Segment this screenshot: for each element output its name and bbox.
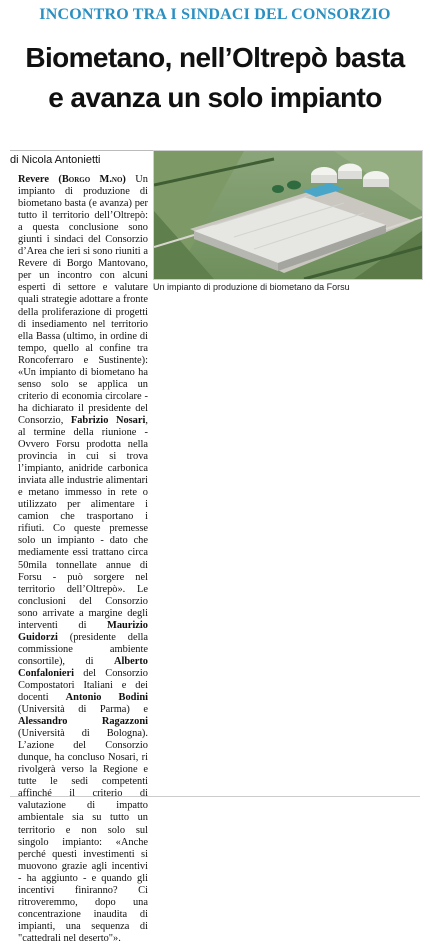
person-name: Alessandro Ragazzoni bbox=[18, 716, 148, 728]
article-text-4: del Consorzio Compostatori Italiani e dei docenti bbox=[18, 667, 148, 704]
person-name: Alberto Confalonieri bbox=[18, 655, 148, 679]
biomethane-plant-illustration bbox=[154, 151, 422, 279]
article-text-1: Un impianto di produzione di biometano basta (e avanza) per tutto il territorio dell’Oltrepò: a questa conclusione sono giunti i sindaci del Consorzio d’Area che ieri si sono riuniti a Revere di Borgo Mantovano, per un incontro con alcuni esperti di settore e valutare quali strategie adottare a fronte della proliferazione di progetti di insediamento nel territorio ella Bassa (ultimo, in ordine di tempo, quello al confine tra Roncoferraro e Sustinente): «Un impianto di biometano ha senso solo se applica un criterio di economia circolare - ha dichiarato il presidente del Consorzio, bbox=[18, 174, 148, 426]
dateline-paren: (Borgo M.no) bbox=[58, 174, 126, 185]
headline-line-1: Biometano, nell’Oltrepò basta bbox=[25, 42, 405, 73]
photo-caption: Un impianto di produzione di biometano da Forsu bbox=[153, 282, 350, 292]
plant-photo bbox=[153, 150, 423, 280]
article-text-2: , al termine della riunione - Ovvero Forsu prodotta nella provincia in cui si trova l’impianto, anidride carbonica inviata alle industrie alimentari e metano immesso in rete o utilizzato per alimentare i camion che trasportano i rifiuti. Co queste premesse solo un impianto - dato che mediamente essi trattano circa 50mila tonnellate annue di Forsu - può sorgere nel territorio dell’Oltrepò». Le conclusioni del Consorzio sono arrivate a margine degli interventi di bbox=[18, 414, 148, 631]
bottom-divider bbox=[10, 796, 420, 797]
person-name: Fabrizio Nosari bbox=[70, 414, 146, 426]
person-name: Antonio Bodini bbox=[65, 692, 149, 704]
dateline bbox=[18, 174, 126, 185]
headline bbox=[8, 38, 422, 118]
byline: di Nicola Antonietti bbox=[10, 154, 101, 166]
article-text-6: (Università di Bologna). L’azione del Consorzio dunque, ha concluso Nosari, ri rivolgerà verso la Regione e tutte le sedi competenti affinché il criterio di valutazione di impatto ambientale sia su tutto un territorio e non solo sul singolo impianto: «Anche perché questi investimenti si muovono grazie agli incentivi - ha aggiunto - e quando gli incentivi finiranno? Ci ritroveremmo, dopo una concentrazione inaudita di impianti, una sequenza di "cattedrali nel deserto"». bbox=[18, 728, 148, 944]
article-paragraph bbox=[18, 174, 148, 945]
article-text-3: (presidente della commissione ambiente consortile), di bbox=[18, 631, 148, 667]
article-text-5: (Università di Parma) e bbox=[18, 704, 148, 716]
article-body bbox=[18, 174, 148, 945]
dateline-city: Revere bbox=[18, 174, 49, 185]
headline-line-2: e avanza un solo impianto bbox=[48, 82, 382, 113]
section-kicker: INCONTRO TRA I SINDACI DEL CONSORZIO bbox=[39, 6, 391, 23]
person-name: Maurizio Guidorzi bbox=[18, 619, 148, 643]
